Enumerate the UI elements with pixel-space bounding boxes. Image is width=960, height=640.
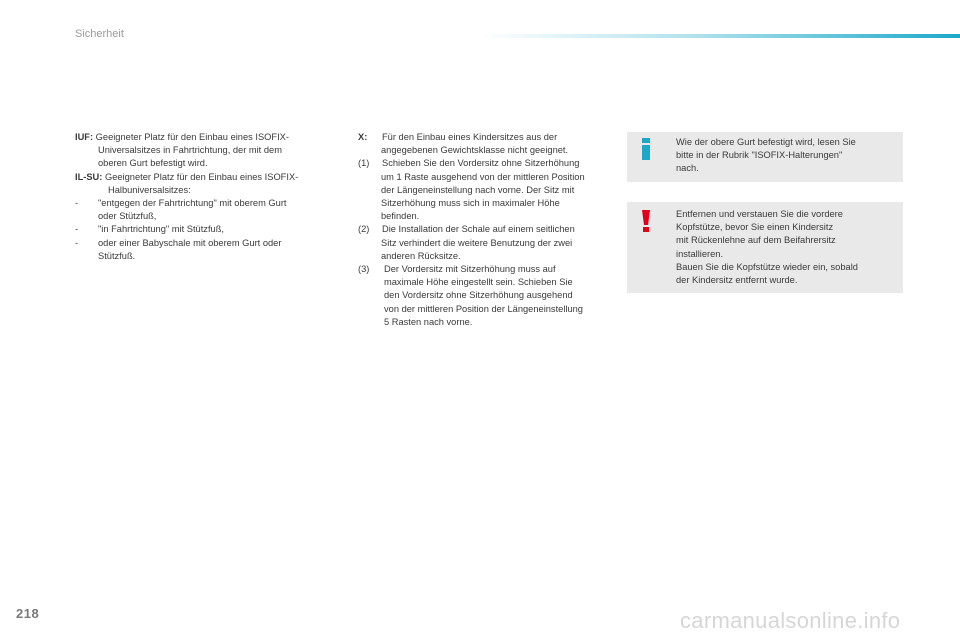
footnote-line: befinden. — [381, 211, 420, 222]
list-item — [75, 223, 345, 236]
bullet-line: oder Stützfuß, — [98, 211, 157, 222]
warning-icon-dot — [643, 227, 649, 232]
warning-line: installieren. — [676, 248, 724, 259]
list-item — [75, 237, 345, 263]
ilsu-definition — [75, 171, 345, 197]
info-text — [676, 136, 891, 176]
footnote-line: den Vordersitz ohne Sitzerhöhung ausgehend — [384, 290, 573, 301]
iuf-line: oberen Gurt befestigt wird. — [98, 158, 208, 169]
footnote-1 — [358, 157, 620, 223]
footnote-line: von der mittleren Position der Längeneinstellung — [384, 303, 583, 314]
bullet-mark: - — [75, 237, 79, 248]
iuf-line: Geeigneter Platz für den Einbau eines ISOFIX- — [95, 132, 289, 142]
info-line: nach. — [676, 163, 699, 174]
bullet-line: Stützfuß. — [98, 250, 136, 261]
warning-text — [676, 208, 891, 287]
bullet-line: oder einer Babyschale mit oberem Gurt oder — [98, 237, 282, 248]
bullet-mark: - — [75, 224, 79, 235]
footnote-line: 5 Rasten nach vorne. — [384, 316, 473, 327]
warning-icon — [641, 210, 651, 232]
list-item — [75, 197, 345, 223]
iuf-line: Universalsitzes in Fahrtrichtung, der mit dem — [98, 145, 282, 156]
info-icon-dot — [642, 138, 650, 143]
warning-line: Kopfstütze, bevor Sie einen Kindersitz — [676, 222, 834, 233]
bullet-line: "entgegen der Fahrtrichtung" mit oberem Gurt — [98, 198, 287, 209]
warning-icon-bar — [642, 210, 650, 225]
iuf-term: IUF: — [75, 132, 94, 142]
footnote-line: anderen Rücksitze. — [381, 250, 461, 261]
bullet-line: "in Fahrtrichtung" mit Stützfuß, — [98, 224, 224, 235]
footnote-line: Sitzerhöhung muss sich in maximaler Höhe — [381, 198, 560, 209]
footnote-line: Schieben Sie den Vordersitz ohne Sitzerhöhung — [382, 158, 580, 169]
x-term: X: — [358, 132, 368, 142]
info-box — [627, 132, 903, 182]
footnote-line: Die Installation der Schale auf einem seitlichen — [382, 224, 575, 235]
ilsu-term: IL-SU: — [75, 171, 103, 182]
page-number: 218 — [16, 606, 40, 621]
iuf-definition — [75, 131, 345, 171]
info-line: bitte in der Rubrik "ISOFIX-Halterungen" — [676, 150, 843, 161]
x-definition — [358, 131, 620, 157]
left-column — [75, 131, 345, 263]
footnote-line: maximale Höhe eingestellt sein. Schieben Sie — [384, 277, 573, 288]
x-line: angegebenen Gewichtsklasse nicht geeignet. — [381, 145, 569, 156]
ilsu-line: Geeigneter Platz für den Einbau eines ISOFIX- — [104, 171, 299, 182]
footnote-3 — [358, 263, 620, 329]
footnote-line: der Längeneinstellung nach vorne. Der Sitz mit — [381, 184, 575, 195]
middle-column — [358, 131, 620, 329]
warning-line: der Kindersitz entfernt wurde. — [676, 275, 798, 286]
info-icon-bar — [642, 145, 650, 160]
warning-line: mit Rückenlehne auf dem Beifahrersitz — [676, 235, 836, 246]
footnote-line: um 1 Raste ausgehend von der mittleren Position — [381, 171, 585, 182]
info-icon — [641, 138, 651, 160]
footnote-line: Der Vordersitz mit Sitzerhöhung muss auf — [384, 264, 556, 275]
footnote-number: (3) — [358, 264, 370, 275]
footnote-number: (1) — [358, 158, 370, 169]
warning-line: Bauen Sie die Kopfstütze wieder ein, sobald — [676, 261, 858, 272]
footnote-2 — [358, 223, 620, 263]
watermark: carmanualsonline.info — [680, 608, 901, 633]
x-line: Für den Einbau eines Kindersitzes aus der — [382, 132, 558, 142]
footnote-line: Sitz verhindert die weitere Benutzung der zwei — [381, 237, 573, 248]
warning-line: Entfernen und verstauen Sie die vordere — [676, 209, 843, 219]
bullet-mark: - — [75, 198, 79, 209]
header-accent-bar — [480, 34, 960, 38]
ilsu-line: Halbuniversalsitzes: — [108, 184, 191, 195]
section-title: Sicherheit — [75, 28, 124, 40]
warning-box — [627, 202, 903, 293]
info-line: Wie der obere Gurt befestigt wird, lesen Sie — [676, 137, 856, 147]
footnote-number: (2) — [358, 224, 370, 235]
